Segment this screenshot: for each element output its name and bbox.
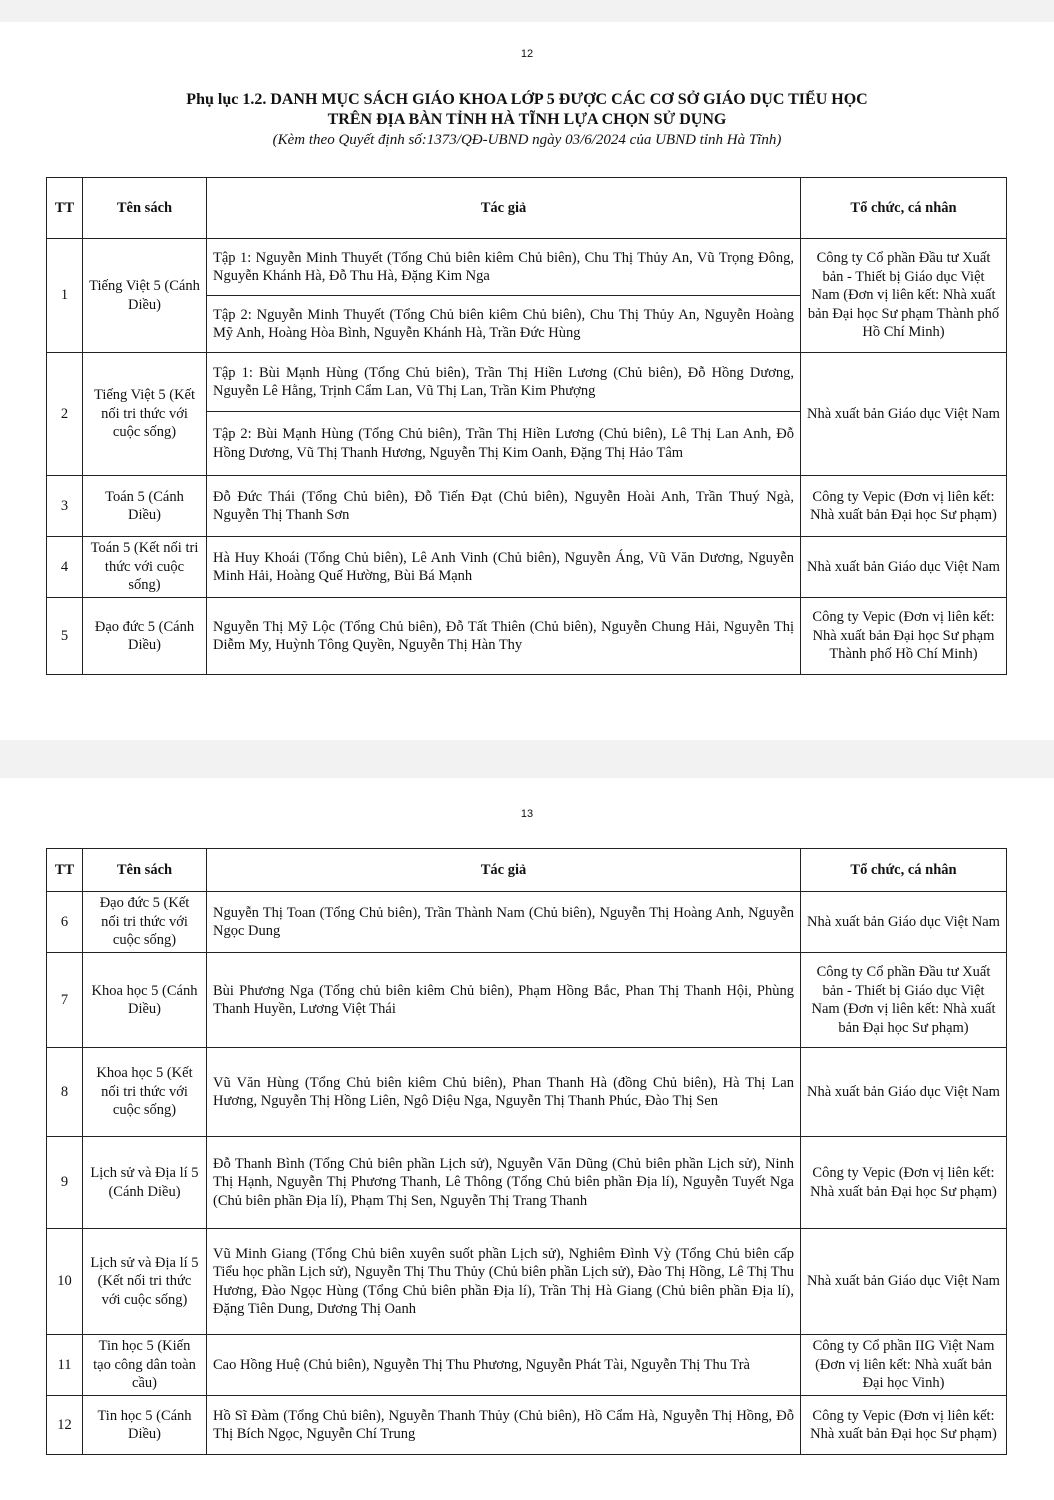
row-number: 8 [47, 1048, 83, 1137]
row-number: 4 [47, 537, 83, 598]
document-page-12 [0, 22, 1054, 740]
author-list: Đỗ Đức Thái (Tổng Chủ biên), Đỗ Tiến Đạt (Chủ biên), Nguyễn Hoài Anh, Trần Thuý Ngà, Nguyễn Thị Thanh Sơn [207, 476, 801, 537]
row-number: 2 [47, 353, 83, 476]
col-header-author: Tác giả [207, 849, 801, 892]
table-row [47, 953, 1007, 1048]
table-header-row [47, 178, 1007, 239]
textbook-table-part-2 [46, 848, 1007, 1455]
heading-line-2: TRÊN ĐỊA BÀN TỈNH HÀ TĨNH LỰA CHỌN SỬ DỤNG [327, 111, 727, 128]
col-header-book: Tên sách [83, 178, 207, 239]
author-volume-2: Tập 2: Nguyễn Minh Thuyết (Tổng Chủ biên kiêm Chủ biên), Chu Thị Thủy An, Nguyễn Hoàng Mỹ Anh, Hoàng Hòa Bình, Nguyễn Khánh Hà, Trần Đức Hùng [207, 296, 801, 353]
book-title: Đạo đức 5 (Cánh Diều) [83, 598, 207, 675]
author-volume-1: Tập 1: Nguyễn Minh Thuyết (Tổng Chủ biên kiêm Chủ biên), Chu Thị Thủy An, Vũ Trọng Đông, Nguyễn Khánh Hà, Đỗ Thu Hà, Đặng Kim Nga [207, 239, 801, 296]
table-row [47, 239, 1007, 296]
author-list: Hồ Sĩ Đàm (Tổng Chủ biên), Nguyễn Thanh Thủy (Chủ biên), Hồ Cẩm Hà, Nguyễn Thị Hồng, Đỗ Thị Bích Ngọc, Nguyễn Chí Trung [207, 1396, 801, 1455]
publisher: Công ty Vepic (Đơn vị liên kết: Nhà xuất bản Đại học Sư phạm) [801, 476, 1007, 537]
author-volume-2: Tập 2: Bùi Mạnh Hùng (Tổng Chủ biên), Trần Thị Hiền Lương (Chủ biên), Lê Thị Lan Anh, Đỗ Hồng Dương, Vũ Thị Thanh Hương, Nguyễn Thị Kim Oanh, Đặng Thị Hảo Tâm [207, 412, 801, 476]
book-title: Tiếng Việt 5 (Cánh Diều) [83, 239, 207, 353]
col-header-book: Tên sách [83, 849, 207, 892]
publisher: Nhà xuất bản Giáo dục Việt Nam [801, 1229, 1007, 1335]
row-number: 12 [47, 1396, 83, 1455]
table-row [47, 537, 1007, 598]
table-header-row [47, 849, 1007, 892]
author-list: Hà Huy Khoái (Tổng Chủ biên), Lê Anh Vinh (Chủ biên), Nguyễn Áng, Vũ Văn Dương, Nguyễn Minh Hải, Hoàng Quế Hường, Bùi Bá Mạnh [207, 537, 801, 598]
col-header-author: Tác giả [207, 178, 801, 239]
author-list: Bùi Phương Nga (Tổng chủ biên kiêm Chủ biên), Phạm Hồng Bắc, Phan Thị Thanh Hội, Phùng Thanh Huyền, Lương Việt Thái [207, 953, 801, 1048]
publisher: Nhà xuất bản Giáo dục Việt Nam [801, 353, 1007, 476]
table-row [47, 1229, 1007, 1335]
author-list: Đỗ Thanh Bình (Tổng Chủ biên phần Lịch sử), Nguyễn Văn Dũng (Chủ biên phần Lịch sử), Ninh Thị Hạnh, Nguyễn Thị Phương Thanh, Lê Thông (Tổng Chủ biên phần Địa lí), Nguyễn Tuyết Nga (Chủ biên phần Địa lí), Phạm Thị Sen, Nguyễn Thị Trang Thanh [207, 1137, 801, 1229]
page-number: 12 [520, 48, 534, 60]
table-row [47, 1137, 1007, 1229]
col-header-org: Tổ chức, cá nhân [801, 178, 1007, 239]
heading-line-1: Phụ lục 1.2. DANH MỤC SÁCH GIÁO KHOA LỚP 5 ĐƯỢC CÁC CƠ SỞ GIÁO DỤC TIỂU HỌC [186, 91, 868, 108]
row-number: 9 [47, 1137, 83, 1229]
publisher: Công ty Vepic (Đơn vị liên kết: Nhà xuất bản Đại học Sư phạm Thành phố Hồ Chí Minh) [801, 598, 1007, 675]
document-page-13 [0, 778, 1054, 1500]
publisher: Nhà xuất bản Giáo dục Việt Nam [801, 537, 1007, 598]
row-number: 6 [47, 892, 83, 953]
table-row [47, 892, 1007, 953]
author-list: Nguyễn Thị Mỹ Lộc (Tổng Chủ biên), Đỗ Tất Thiên (Chủ biên), Nguyễn Chung Hải, Nguyễn Thị Diễm My, Huỳnh Tông Quyền, Nguyễn Thị Hàn Thy [207, 598, 801, 675]
publisher: Nhà xuất bản Giáo dục Việt Nam [801, 1048, 1007, 1137]
table-row [47, 1335, 1007, 1396]
table-row [47, 1396, 1007, 1455]
publisher: Công ty Cổ phần Đầu tư Xuất bản - Thiết bị Giáo dục Việt Nam (Đơn vị liên kết: Nhà xuất bản Đại học Sư phạm) [801, 953, 1007, 1048]
row-number: 7 [47, 953, 83, 1048]
book-title: Toán 5 (Cánh Diều) [83, 476, 207, 537]
row-number: 1 [47, 239, 83, 353]
publisher: Công ty Vepic (Đơn vị liên kết: Nhà xuất bản Đại học Sư phạm) [801, 1137, 1007, 1229]
row-number: 3 [47, 476, 83, 537]
table-row [47, 353, 1007, 412]
book-title: Tin học 5 (Kiến tạo công dân toàn cầu) [83, 1335, 207, 1396]
col-header-tt: TT [47, 849, 83, 892]
book-title: Tiếng Việt 5 (Kết nối tri thức với cuộc sống) [83, 353, 207, 476]
author-list: Cao Hồng Huệ (Chủ biên), Nguyễn Thị Thu Phương, Nguyễn Phát Tài, Nguyễn Thị Thu Trà [207, 1335, 801, 1396]
author-volume-1: Tập 1: Bùi Mạnh Hùng (Tổng Chủ biên), Trần Thị Hiền Lương (Chủ biên), Đỗ Hồng Dương, Nguyễn Lê Hằng, Trịnh Cẩm Lan, Vũ Thị Lan, Trần Kim Phượng [207, 353, 801, 412]
table-row [47, 598, 1007, 675]
publisher: Nhà xuất bản Giáo dục Việt Nam [801, 892, 1007, 953]
appendix-heading [0, 90, 1054, 150]
publisher: Công ty Cổ phần Đầu tư Xuất bản - Thiết bị Giáo dục Việt Nam (Đơn vị liên kết: Nhà xuất bản Đại học Sư phạm Thành phố Hồ Chí Minh) [801, 239, 1007, 353]
row-number: 10 [47, 1229, 83, 1335]
book-title: Khoa học 5 (Cánh Diều) [83, 953, 207, 1048]
book-title: Lịch sử và Địa lí 5 (Cánh Diều) [83, 1137, 207, 1229]
author-list: Nguyễn Thị Toan (Tổng Chủ biên), Trần Thành Nam (Chủ biên), Nguyễn Thị Hoàng Anh, Nguyễn Ngọc Dung [207, 892, 801, 953]
col-header-org: Tổ chức, cá nhân [801, 849, 1007, 892]
publisher: Công ty Cổ phần IIG Việt Nam (Đơn vị liên kết: Nhà xuất bản Đại học Vinh) [801, 1335, 1007, 1396]
heading-decision-note: (Kèm theo Quyết định số:1373/QĐ-UBND ngày 03/6/2024 của UBND tỉnh Hà Tĩnh) [272, 132, 782, 148]
book-title: Tin học 5 (Cánh Diều) [83, 1396, 207, 1455]
table-row [47, 476, 1007, 537]
col-header-tt: TT [47, 178, 83, 239]
publisher: Công ty Vepic (Đơn vị liên kết: Nhà xuất bản Đại học Sư phạm) [801, 1396, 1007, 1455]
page-number: 13 [520, 808, 534, 820]
row-number: 5 [47, 598, 83, 675]
book-title: Lịch sử và Địa lí 5 (Kết nối tri thức với cuộc sống) [83, 1229, 207, 1335]
book-title: Toán 5 (Kết nối tri thức với cuộc sống) [83, 537, 207, 598]
author-list: Vũ Minh Giang (Tổng Chủ biên xuyên suốt phần Lịch sử), Nghiêm Đình Vỳ (Tổng Chủ biên cấp Tiểu học phần Lịch sử), Nguyễn Thị Thu Thủy (Chủ biên phần Lịch sử), Đào Thị Hồng, Lê Thị Thu Hương, Đào Ngọc Hùng (Tổng Chủ biên phần Địa lí), Trần Thị Hà Giang (Chủ biên phần Địa lí), Đặng Tiên Dung, Dương Thị Oanh [207, 1229, 801, 1335]
book-title: Đạo đức 5 (Kết nối tri thức với cuộc sống) [83, 892, 207, 953]
author-list: Vũ Văn Hùng (Tổng Chủ biên kiêm Chủ biên), Phan Thanh Hà (đồng Chủ biên), Hà Thị Lan Hương, Nguyễn Thị Hồng Liên, Ngô Diệu Nga, Nguyễn Thị Thanh Phúc, Đào Thị Sen [207, 1048, 801, 1137]
textbook-table-part-1 [46, 177, 1007, 675]
table-row [47, 1048, 1007, 1137]
book-title: Khoa học 5 (Kết nối tri thức với cuộc sống) [83, 1048, 207, 1137]
row-number: 11 [47, 1335, 83, 1396]
